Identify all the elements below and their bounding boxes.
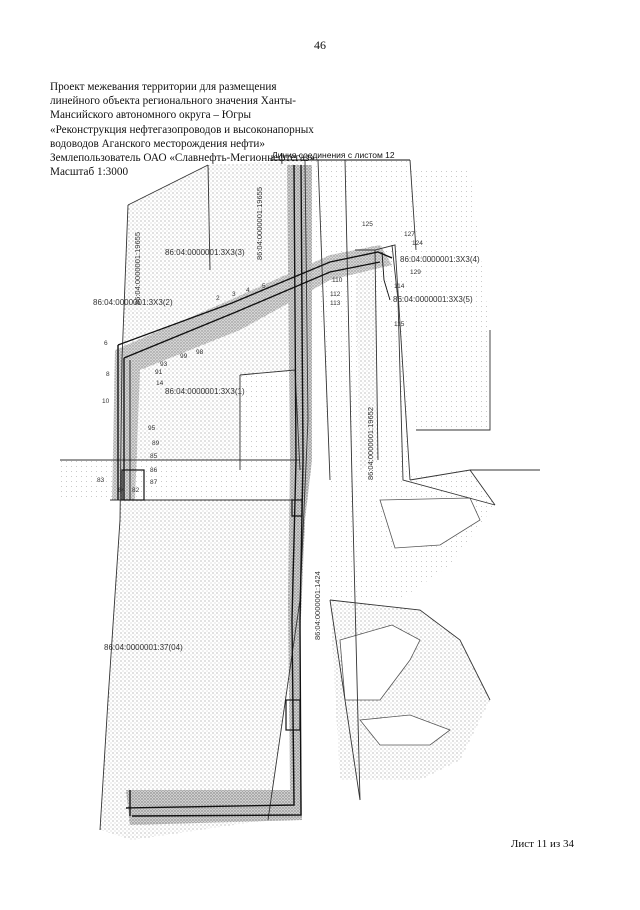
parcel-label-3: 86:04:0000001:3Х3(3) (165, 248, 245, 257)
title-block (50, 80, 370, 179)
parcel-label-5: 86:04:0000001:3Х3(5) (393, 295, 473, 304)
point-number: 115 (394, 321, 405, 328)
point-number: 124 (412, 240, 423, 247)
vertical-label-1: 86:04:0000001:19655 (133, 232, 142, 305)
parcel-label-2: 86:04:0000001:3Х3(2) (93, 298, 173, 307)
point-number: 86 (150, 467, 158, 474)
vertical-label-2: 86:04:0000001:19655 (255, 187, 264, 260)
point-number: 114 (394, 283, 405, 290)
title-line-4: «Реконструкция нефтегазопроводов и высоконапорных (50, 123, 314, 136)
title-line-1: Проект межевания территории для размещения (50, 81, 277, 93)
point-number: 6 (104, 340, 108, 347)
point-number: 98 (196, 349, 204, 356)
point-number: 89 (152, 440, 160, 447)
parcel-label-1: 86:04:0000001:3Х3(1) (165, 387, 245, 396)
point-number: 84 (118, 487, 126, 494)
point-number: 82 (132, 487, 140, 494)
parcel-label-4: 86:04:0000001:3Х3(4) (400, 255, 480, 264)
title-line-3: Мансийского автономного округа – Югры (50, 109, 252, 122)
point-number: 83 (97, 477, 105, 484)
point-number: 3 (232, 291, 236, 298)
point-number: 129 (410, 269, 421, 276)
title-line-2: линейного объекта регионального значения Ханты- (50, 95, 296, 108)
point-number: 87 (150, 479, 158, 486)
sheet-footer: Лист 11 из 34 (510, 838, 574, 850)
point-number: 8 (106, 371, 110, 378)
point-number: 5 (262, 283, 266, 290)
point-number: 113 (330, 300, 341, 307)
parcel-label-37: 86:04:0000001:37(04) (104, 643, 183, 652)
point-number: 14 (156, 380, 164, 387)
connection-label: Линия соединения с листом 12 (272, 150, 395, 160)
vertical-label-3: 86:04:0000001:19652 (366, 407, 375, 480)
point-number: 4 (246, 287, 250, 294)
scale-line: Масштаб 1:3000 (50, 166, 129, 179)
point-number: 93 (160, 361, 168, 368)
point-number: 99 (180, 353, 188, 360)
point-number: 110 (332, 277, 343, 284)
vertical-label-4: 86:04:0000001:1424 (313, 571, 322, 640)
point-number: 112 (330, 291, 341, 298)
point-number: 2 (216, 295, 220, 302)
point-number: 95 (148, 425, 156, 432)
point-number: 127 (404, 231, 415, 238)
point-number: 85 (150, 453, 158, 460)
point-number: 91 (155, 369, 163, 376)
point-number: 125 (362, 221, 373, 228)
title-line-6: Землепользователь ОАО «Славнефть-Мегионнефтегаз» (50, 152, 315, 165)
title-line-5: водоводов Аганского месторождения нефти» (50, 137, 265, 150)
point-number: 10 (102, 398, 110, 405)
page-number: 46 (314, 38, 326, 52)
